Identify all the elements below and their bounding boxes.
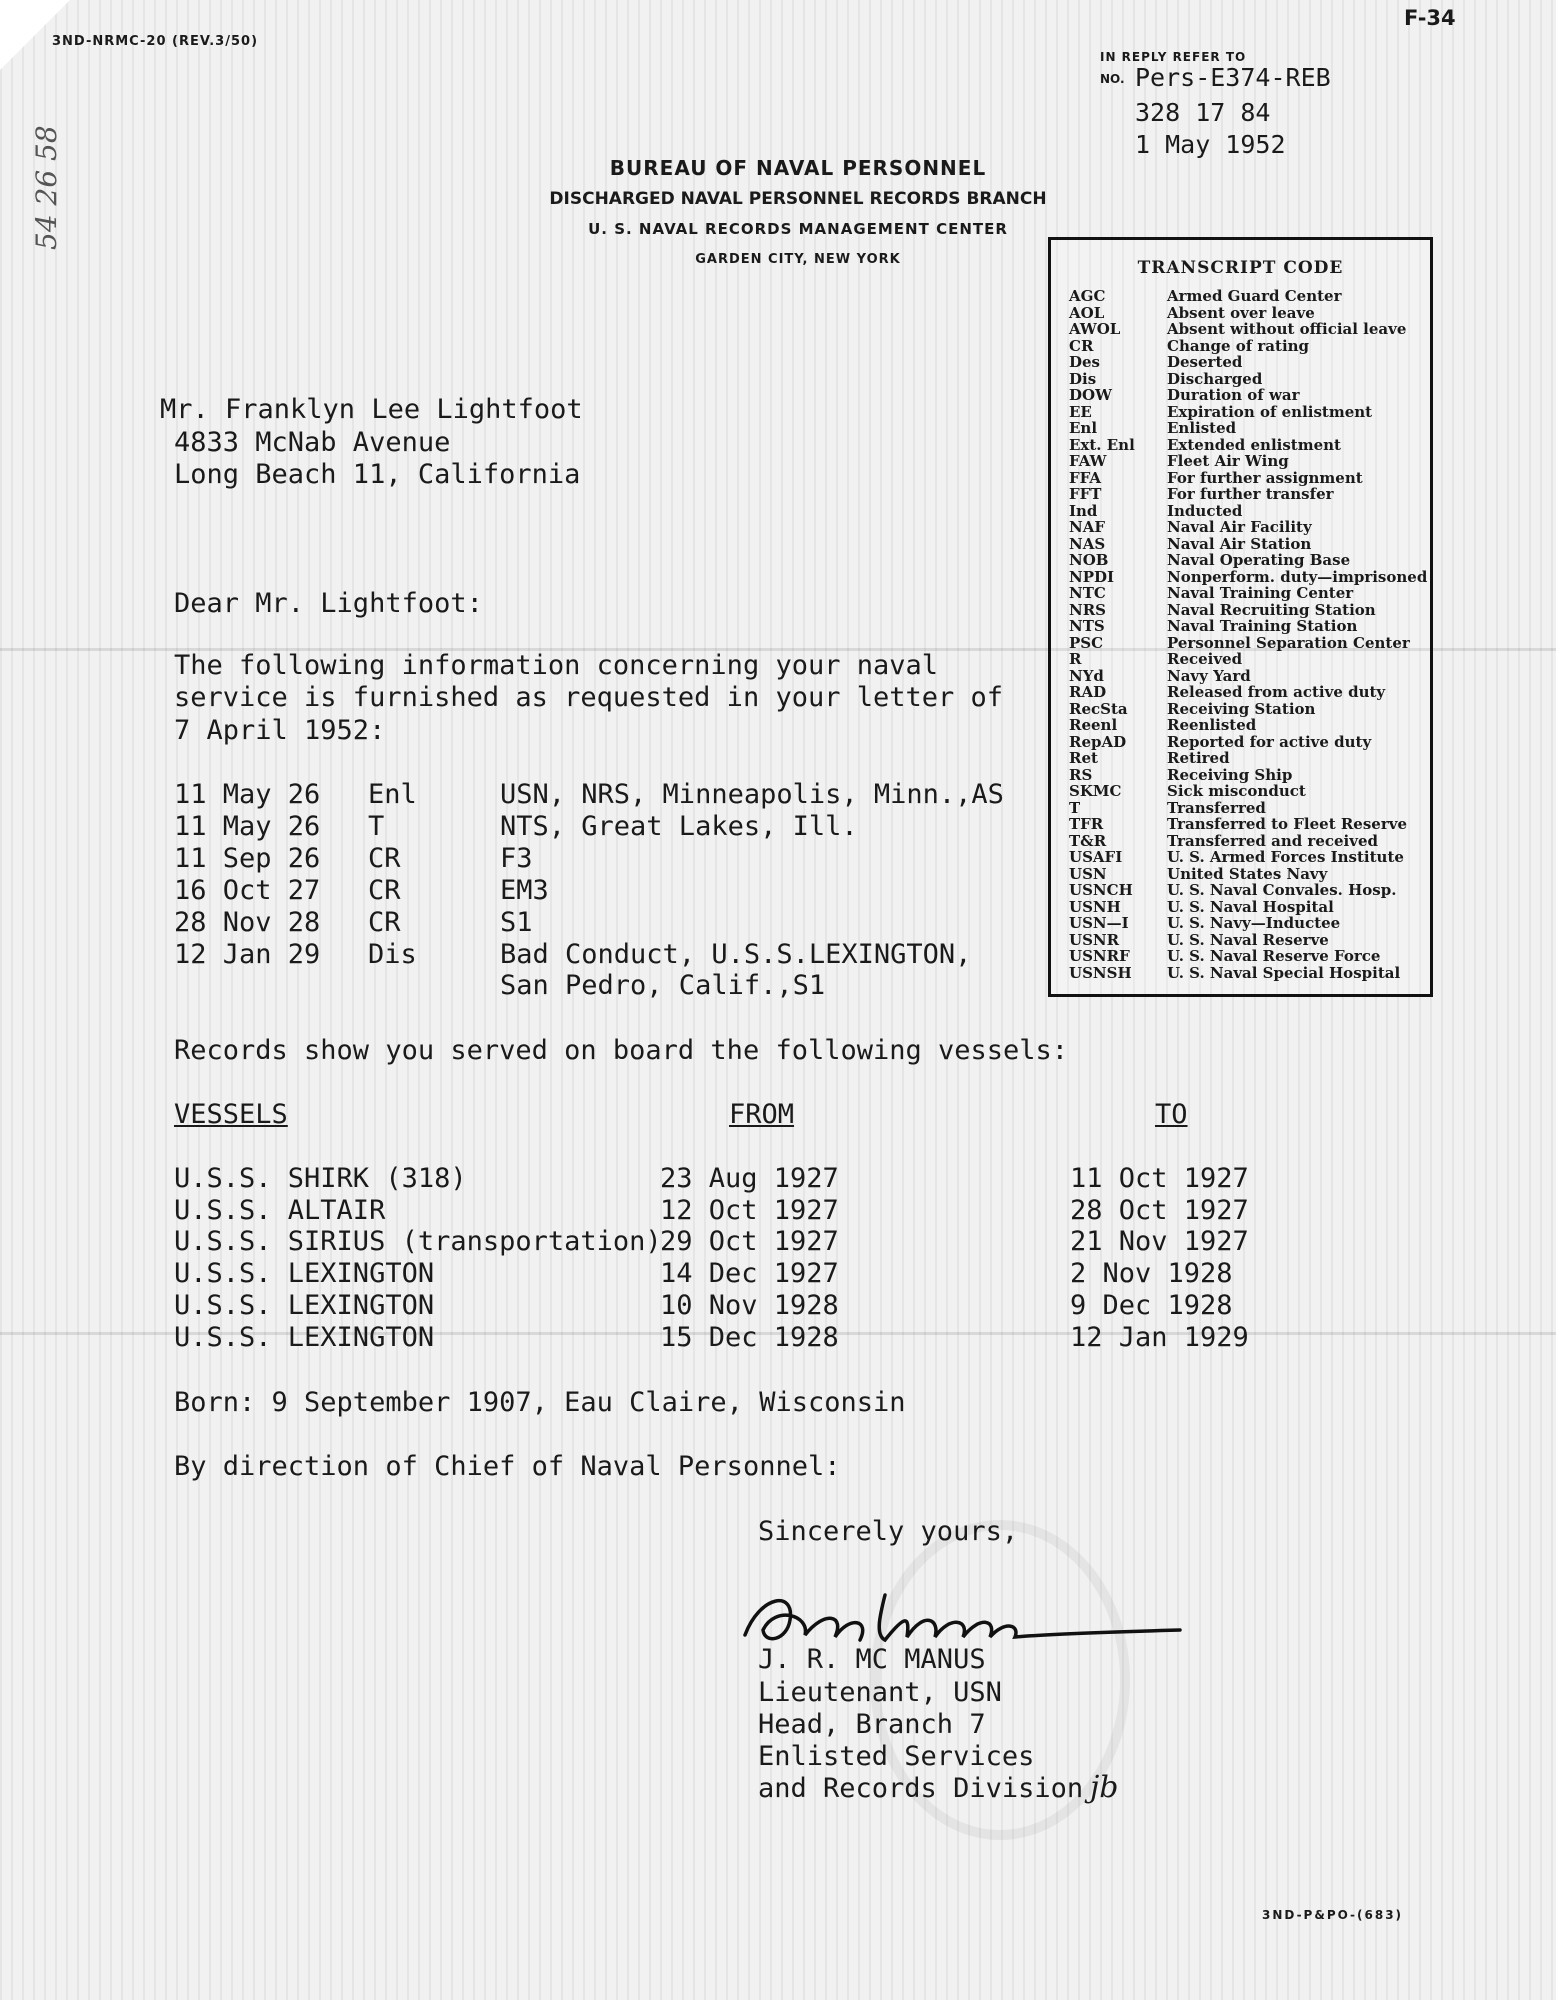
code-meaning: Sick misconduct — [1167, 782, 1306, 800]
transcript-code-row — [1069, 948, 1380, 965]
code-meaning: Armed Guard Center — [1167, 287, 1342, 305]
reply-reference: Pers-E374-REB — [1135, 63, 1331, 92]
code-abbreviation: Ext. Enl — [1069, 435, 1135, 454]
code-meaning: U. S. Armed Forces Institute — [1167, 848, 1404, 866]
transcript-code-row — [1069, 618, 1357, 635]
entry-date: 11 May 26 — [174, 779, 321, 810]
transcript-code-row — [1069, 437, 1341, 454]
code-abbreviation: NRS — [1069, 600, 1107, 619]
transcript-code-row — [1069, 651, 1242, 668]
vessel-to: 21 Nov 1927 — [1070, 1226, 1249, 1257]
code-meaning: Receiving Station — [1167, 699, 1316, 718]
entry-detail: NTS, Great Lakes, Ill. — [500, 811, 858, 842]
entry-date: 28 Nov 28 — [174, 907, 321, 938]
transcript-code-row — [1069, 750, 1230, 767]
code-abbreviation: USN—I — [1069, 914, 1129, 932]
code-meaning: Naval Operating Base — [1167, 551, 1351, 569]
signer-title: and Records Division — [758, 1773, 1084, 1804]
entry-date: 12 Jan 29 — [174, 939, 321, 970]
code-meaning: Retired — [1167, 749, 1230, 767]
transcript-code-row — [1069, 783, 1306, 800]
transcript-code-row — [1069, 932, 1329, 949]
code-meaning: Deserted — [1167, 353, 1243, 371]
signer-rank: Lieutenant, USN — [758, 1677, 1002, 1708]
transcript-code-row — [1069, 371, 1262, 388]
vessel-to: 28 Oct 1927 — [1070, 1195, 1249, 1226]
code-meaning: Enlisted — [1167, 419, 1237, 437]
vessel-from: 23 Aug 1927 — [660, 1163, 839, 1194]
transcript-code-row — [1069, 354, 1242, 371]
code-abbreviation: AGC — [1069, 287, 1106, 305]
entry-detail: F3 — [500, 843, 533, 874]
code-meaning: Duration of war — [1167, 386, 1300, 404]
letterhead-branch: DISCHARGED NAVAL PERSONNEL RECORDS BRANCH — [549, 189, 1047, 209]
footer-form-code: 3ND-P&PO-(683) — [1262, 1908, 1404, 1922]
code-abbreviation: USNR — [1069, 930, 1120, 949]
intro-line: service is furnished as requested in your letter of — [174, 682, 1004, 713]
vessel-name: U.S.S. SHIRK (318) — [174, 1163, 467, 1194]
direction-line: By direction of Chief of Naval Personnel: — [174, 1451, 841, 1482]
transcript-code-row — [1069, 717, 1256, 734]
code-meaning: Transferred to Fleet Reserve — [1167, 815, 1407, 833]
transcript-code-row — [1069, 503, 1242, 520]
code-meaning: Absent over leave — [1167, 303, 1315, 322]
reply-label: IN REPLY REFER TO — [1100, 50, 1247, 64]
code-abbreviation: TFR — [1069, 815, 1104, 833]
code-abbreviation: R — [1069, 650, 1082, 668]
code-meaning: Inducted — [1167, 501, 1243, 520]
code-meaning: Naval Training Station — [1167, 617, 1358, 635]
transcript-code-row — [1069, 734, 1371, 751]
transcript-code-row — [1069, 453, 1289, 470]
code-abbreviation: AWOL — [1069, 320, 1121, 338]
letterhead-center: U. S. NAVAL RECORDS MANAGEMENT CENTER — [588, 220, 1008, 238]
code-meaning: U. S. Naval Hospital — [1167, 897, 1334, 916]
signer-title: Enlisted Services — [758, 1741, 1035, 1772]
code-abbreviation: USNH — [1069, 897, 1121, 916]
code-meaning: Fleet Air Wing — [1167, 452, 1289, 470]
transcript-code-row — [1069, 899, 1334, 916]
reply-no-label: NO. — [1100, 72, 1125, 86]
code-abbreviation: RAD — [1069, 683, 1107, 701]
code-abbreviation: FFT — [1069, 485, 1102, 503]
vessel-to: 11 Oct 1927 — [1070, 1163, 1249, 1194]
form-number: 3ND-NRMC-20 (REV.3/50) — [52, 34, 259, 49]
code-meaning: U. S. Naval Reserve — [1167, 930, 1329, 949]
code-meaning: For further transfer — [1167, 485, 1334, 503]
code-meaning: U. S. Naval Special Hospital — [1167, 963, 1401, 982]
birth-info: Born: 9 September 1907, Eau Claire, Wisconsin — [174, 1387, 906, 1418]
code-abbreviation: NYd — [1069, 666, 1104, 685]
code-meaning: Discharged — [1167, 369, 1263, 388]
reply-number: 328 17 84 — [1135, 98, 1271, 127]
code-abbreviation: RepAD — [1069, 732, 1127, 751]
entry-date: 11 May 26 — [174, 811, 321, 842]
transcript-code-row — [1069, 486, 1334, 503]
transcript-code-row — [1069, 387, 1300, 404]
transcript-code-row — [1069, 635, 1410, 652]
transcript-code-row — [1069, 420, 1236, 437]
entry-code: CR — [368, 875, 401, 906]
code-meaning: Reenlisted — [1167, 716, 1257, 734]
entry-detail: USN, NRS, Minneapolis, Minn.,AS — [500, 779, 1004, 810]
code-abbreviation: NAS — [1069, 534, 1106, 553]
transcript-code-row — [1069, 915, 1340, 932]
code-abbreviation: CR — [1069, 336, 1094, 355]
code-meaning: Transferred — [1167, 798, 1266, 817]
transcript-code-row — [1069, 585, 1353, 602]
vessel-from: 12 Oct 1927 — [660, 1195, 839, 1226]
transcript-code-row — [1069, 552, 1350, 569]
code-abbreviation: Ind — [1069, 501, 1098, 520]
entry-date: 16 Oct 27 — [174, 875, 321, 906]
code-abbreviation: NTS — [1069, 617, 1105, 635]
transcript-code-row — [1069, 519, 1312, 536]
transcript-code-row — [1069, 470, 1363, 487]
transcript-code-row — [1069, 668, 1251, 685]
code-meaning: Absent without official leave — [1167, 320, 1407, 338]
transcript-code-row — [1069, 404, 1372, 421]
transcript-code-row — [1069, 536, 1311, 553]
code-abbreviation: USNRF — [1069, 947, 1130, 965]
transcript-code-row — [1069, 684, 1385, 701]
transcript-code-row — [1069, 701, 1315, 718]
address-name: Mr. Franklyn Lee Lightfoot — [160, 394, 583, 425]
vessel-from: 29 Oct 1927 — [660, 1226, 839, 1257]
transcript-code-row — [1069, 816, 1407, 833]
entry-date: 11 Sep 26 — [174, 843, 321, 874]
typist-initials: jb — [1090, 1770, 1119, 1805]
code-meaning: U. S. Naval Reserve Force — [1167, 947, 1381, 965]
code-abbreviation: RS — [1069, 765, 1093, 784]
code-abbreviation: Enl — [1069, 419, 1098, 437]
transcript-code-row — [1069, 602, 1376, 619]
intro-line: 7 April 1952: — [174, 715, 386, 746]
letterhead-bureau: BUREAU OF NAVAL PERSONNEL — [609, 156, 987, 180]
vessel-from: 15 Dec 1928 — [660, 1322, 839, 1353]
transcript-code-row — [1069, 338, 1309, 355]
page-code: F-34 — [1404, 6, 1456, 30]
transcript-code-row — [1069, 305, 1315, 322]
vessel-name: U.S.S. ALTAIR — [174, 1195, 386, 1226]
entry-code: CR — [368, 907, 401, 938]
code-abbreviation: FAW — [1069, 452, 1107, 470]
code-abbreviation: USAFI — [1069, 848, 1123, 866]
transcript-code-row — [1069, 569, 1427, 586]
code-abbreviation: EE — [1069, 402, 1092, 421]
code-meaning: Nonperform. duty—imprisoned — [1167, 567, 1428, 586]
code-meaning: Reported for active duty — [1167, 732, 1372, 751]
transcript-code-row — [1069, 965, 1400, 982]
code-meaning: Naval Recruiting Station — [1167, 600, 1376, 619]
code-meaning: Released from active duty — [1167, 683, 1386, 701]
code-meaning: U. S. Navy—Inductee — [1167, 914, 1341, 932]
intro-line: The following information concerning your naval — [174, 650, 939, 681]
vessel-name: U.S.S. LEXINGTON — [174, 1258, 435, 1289]
transcript-code-row — [1069, 882, 1396, 899]
code-abbreviation: FFA — [1069, 468, 1102, 487]
address-city: Long Beach 11, California — [174, 459, 581, 490]
entry-code: Dis — [368, 939, 417, 970]
code-meaning: Personnel Separation Center — [1167, 633, 1410, 652]
code-abbreviation: NAF — [1069, 518, 1105, 536]
code-abbreviation: RecSta — [1069, 699, 1128, 718]
code-abbreviation: Reenl — [1069, 716, 1118, 734]
entry-detail: S1 — [500, 907, 533, 938]
code-meaning: Extended enlistment — [1167, 435, 1341, 454]
code-abbreviation: Dis — [1069, 369, 1097, 388]
vessel-to: 2 Nov 1928 — [1070, 1258, 1233, 1289]
code-meaning: Expiration of enlistment — [1167, 402, 1373, 421]
to-header: TO — [1155, 1099, 1188, 1130]
code-abbreviation: Ret — [1069, 749, 1098, 767]
transcript-code-box — [1048, 237, 1433, 997]
code-abbreviation: USNCH — [1069, 881, 1133, 899]
address-street: 4833 McNab Avenue — [174, 427, 451, 458]
code-abbreviation: USN — [1069, 864, 1107, 883]
letter-date: 1 May 1952 — [1135, 130, 1286, 159]
code-meaning: Naval Air Facility — [1167, 518, 1312, 536]
code-meaning: For further assignment — [1167, 468, 1363, 487]
vessel-to: 9 Dec 1928 — [1070, 1290, 1233, 1321]
transcript-code-row — [1069, 288, 1341, 305]
signer-name: J. R. MC MANUS — [758, 1644, 986, 1675]
margin-note: 54 26 58 — [30, 125, 63, 250]
code-abbreviation: AOL — [1069, 303, 1105, 322]
vessel-name: U.S.S. LEXINGTON — [174, 1322, 435, 1353]
code-meaning: Change of rating — [1167, 336, 1310, 355]
vessel-name: U.S.S. SIRIUS (transportation) — [174, 1226, 662, 1257]
transcript-code-row — [1069, 800, 1266, 817]
entry-detail: Bad Conduct, U.S.S.LEXINGTON, — [500, 939, 972, 970]
code-meaning: Receiving Ship — [1167, 765, 1293, 784]
transcript-code-row — [1069, 321, 1406, 338]
code-abbreviation: PSC — [1069, 633, 1104, 652]
code-meaning: Naval Air Station — [1167, 534, 1312, 553]
code-meaning: U. S. Naval Convales. Hosp. — [1167, 881, 1397, 899]
vessels-header: VESSELS — [174, 1099, 288, 1130]
from-header: FROM — [729, 1099, 795, 1130]
code-meaning: Received — [1167, 650, 1243, 668]
vessel-name: U.S.S. LEXINGTON — [174, 1290, 435, 1321]
vessel-from: 10 Nov 1928 — [660, 1290, 839, 1321]
vessel-to: 12 Jan 1929 — [1070, 1322, 1249, 1353]
code-abbreviation: DOW — [1069, 386, 1112, 404]
code-abbreviation: T — [1069, 798, 1081, 817]
code-meaning: United States Navy — [1167, 864, 1328, 883]
code-abbreviation: T&R — [1069, 831, 1107, 850]
transcript-code-row — [1069, 849, 1404, 866]
entry-code: Enl — [368, 779, 417, 810]
closing: Sincerely yours, — [758, 1516, 1019, 1547]
transcript-code-row — [1069, 866, 1327, 883]
transcript-code-title: TRANSCRIPT CODE — [1137, 258, 1344, 278]
signer-title: Head, Branch 7 — [758, 1709, 986, 1740]
code-meaning: Navy Yard — [1167, 666, 1251, 685]
entry-detail-continued: San Pedro, Calif.,S1 — [500, 970, 826, 1001]
entry-code: T — [368, 811, 385, 842]
code-meaning: Transferred and received — [1167, 831, 1379, 850]
entry-code: CR — [368, 843, 401, 874]
transcript-code-row — [1069, 767, 1292, 784]
salutation: Dear Mr. Lightfoot: — [174, 588, 483, 619]
code-abbreviation: NTC — [1069, 584, 1106, 602]
vessels-intro: Records show you served on board the following vessels: — [174, 1035, 1069, 1066]
vessel-from: 14 Dec 1927 — [660, 1258, 839, 1289]
code-meaning: Naval Training Center — [1167, 584, 1354, 602]
code-abbreviation: NOB — [1069, 551, 1109, 569]
entry-detail: EM3 — [500, 875, 549, 906]
code-abbreviation: SKMC — [1069, 782, 1122, 800]
transcript-code-row — [1069, 833, 1378, 850]
code-abbreviation: USNSH — [1069, 963, 1132, 982]
code-abbreviation: NPDI — [1069, 567, 1115, 586]
code-abbreviation: Des — [1069, 353, 1100, 371]
letterhead-location: GARDEN CITY, NEW YORK — [695, 252, 901, 267]
